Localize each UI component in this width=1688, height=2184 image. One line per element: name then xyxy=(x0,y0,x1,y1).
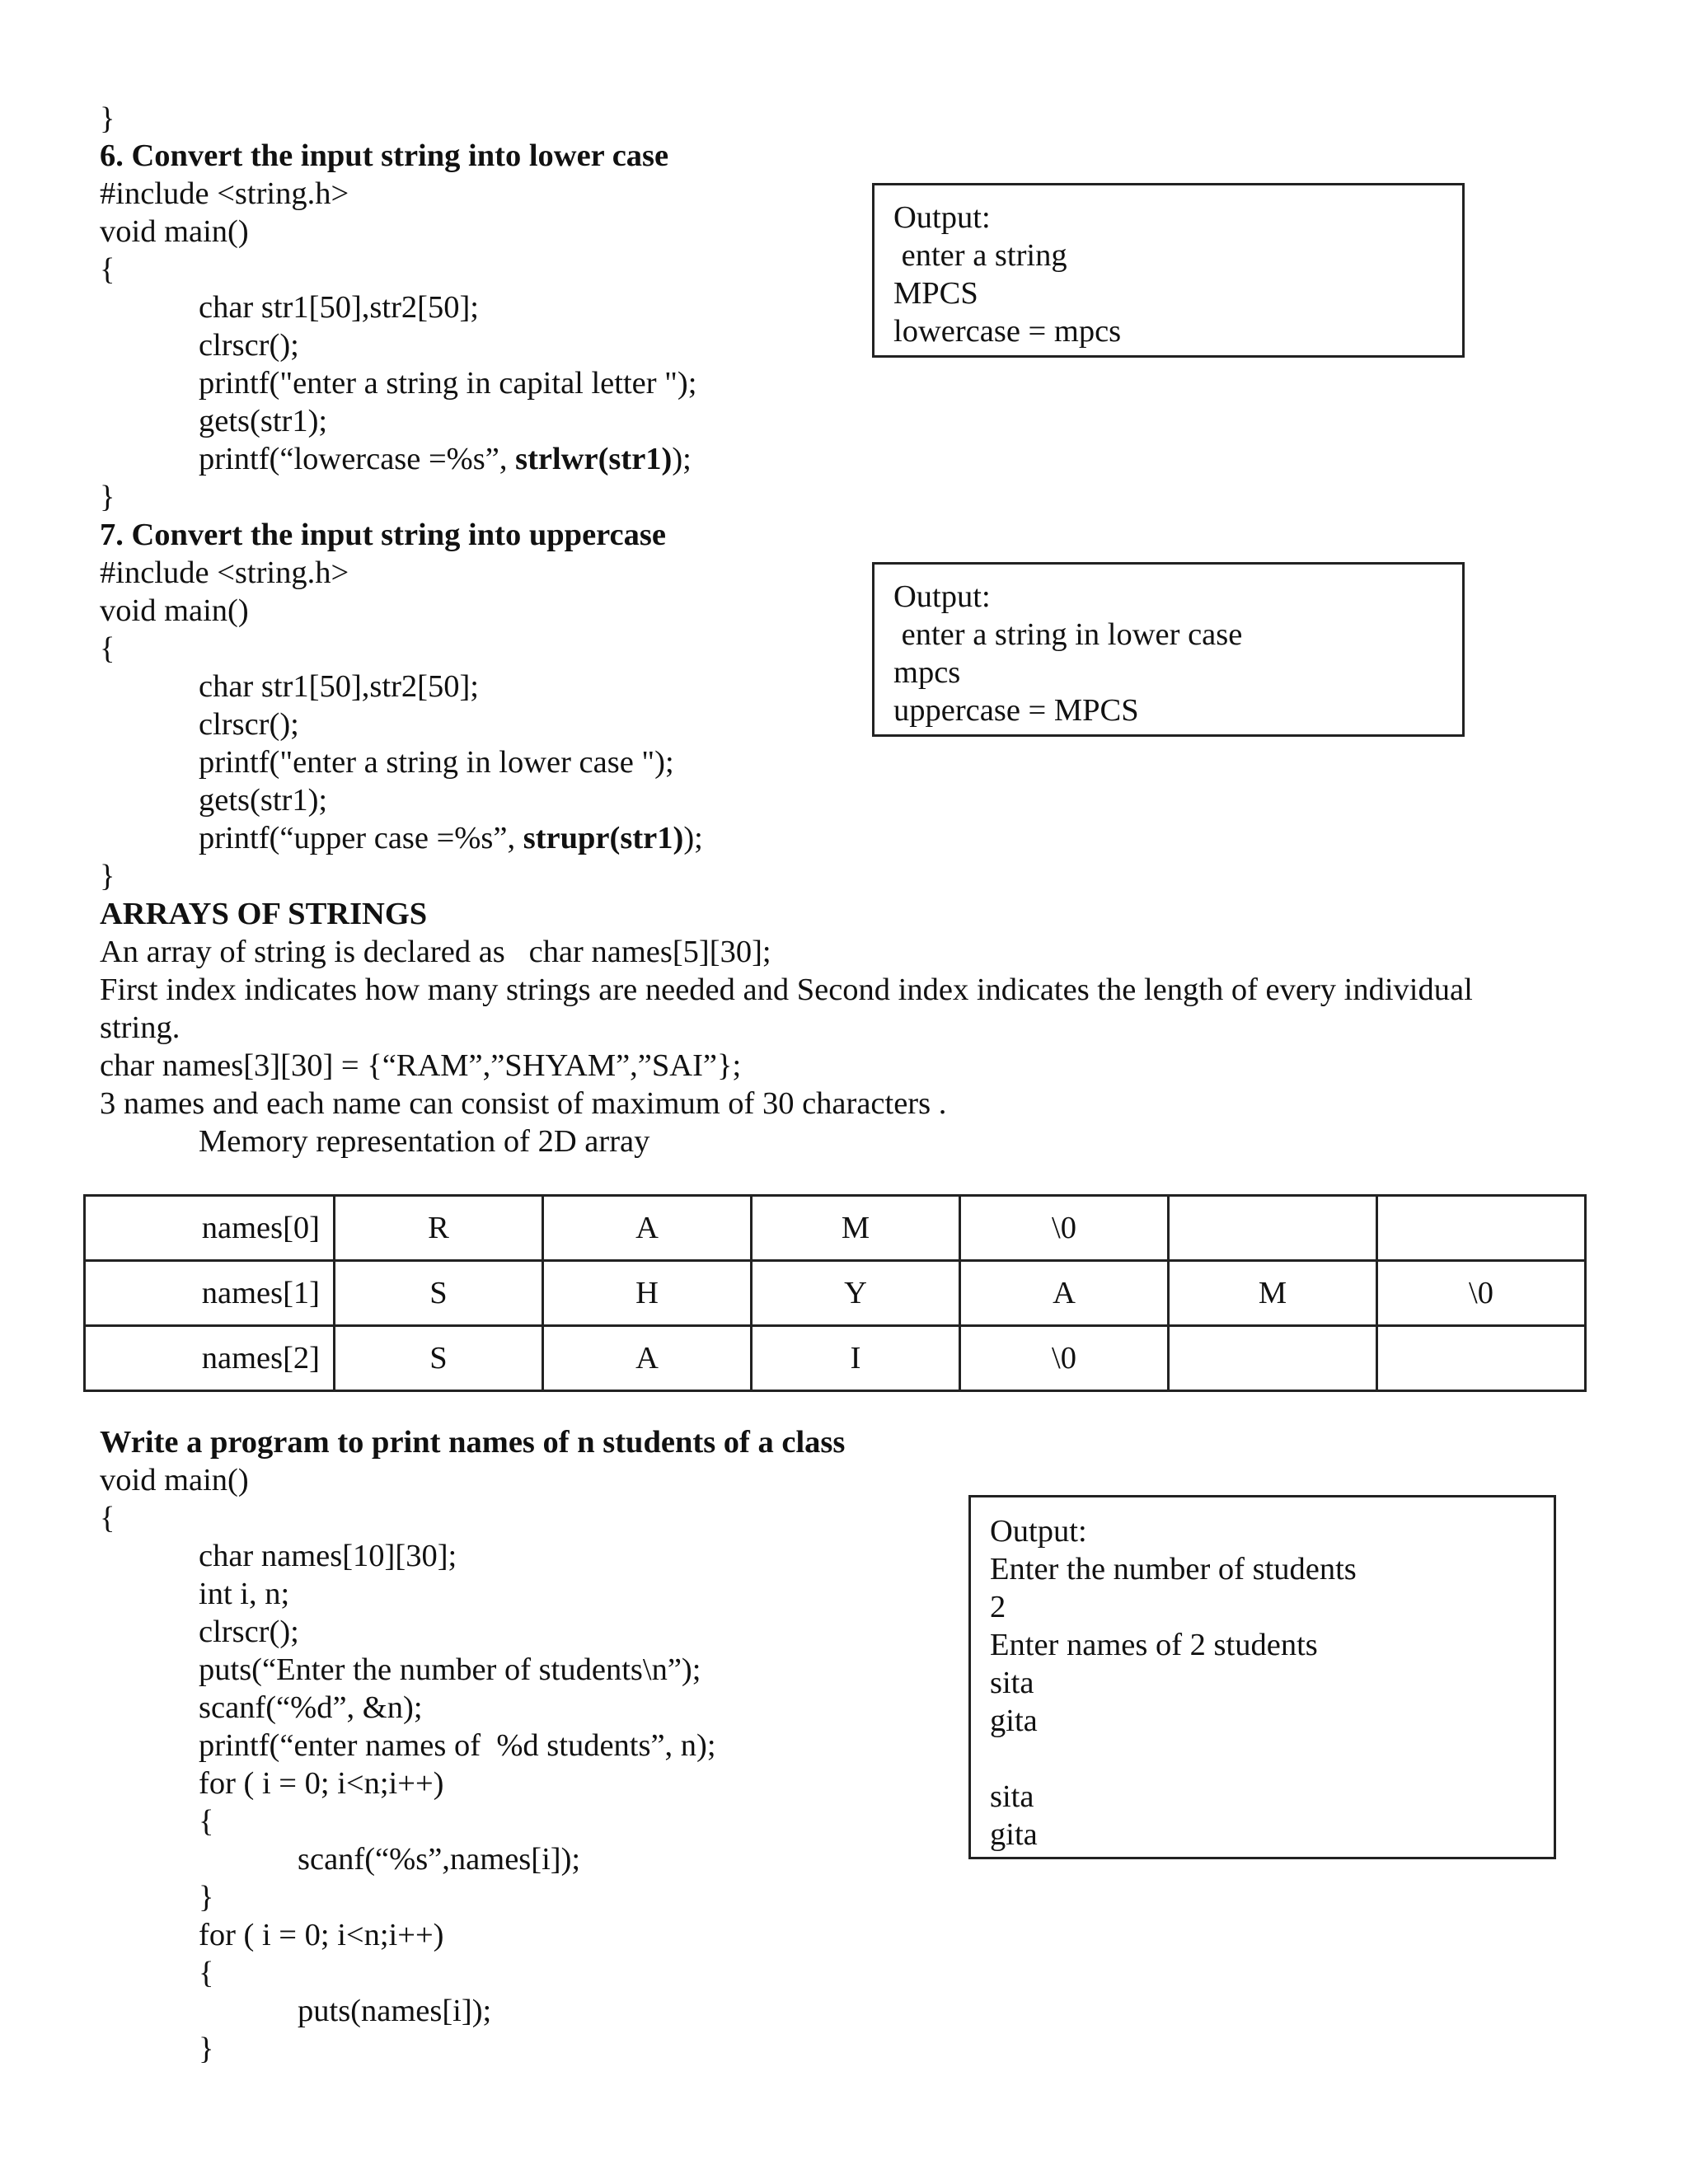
table-cell: names[2] xyxy=(85,1326,335,1391)
code-line: } xyxy=(100,480,115,514)
code-line: { xyxy=(100,252,115,287)
code-line: scanf(“%s”,names[i]); xyxy=(298,1842,581,1877)
code-function-bold: strlwr(str1) xyxy=(515,442,673,476)
code-line: { xyxy=(100,1501,115,1535)
memory-table xyxy=(83,1194,1587,1392)
output-line: Output: xyxy=(990,1514,1087,1549)
table-caption: Memory representation of 2D array xyxy=(199,1124,650,1159)
code-line: puts(names[i]); xyxy=(298,1994,492,2028)
table-cell: names[1] xyxy=(85,1261,335,1326)
table-cell: S xyxy=(335,1326,543,1391)
output-line: gita xyxy=(990,1817,1038,1852)
output-box-lowercase xyxy=(872,183,1465,358)
program-title: Write a program to print names of n students of a class xyxy=(100,1425,846,1460)
code-line: } xyxy=(199,1880,214,1915)
code-line: printf(“enter names of %d students”, n); xyxy=(199,1728,716,1763)
table-cell: A xyxy=(960,1261,1169,1326)
output-line: MPCS xyxy=(893,276,978,311)
code-line: int i, n; xyxy=(199,1577,290,1611)
output-line: Output: xyxy=(893,200,991,235)
paragraph-line: An array of string is declared as char names[5][30]; xyxy=(100,935,771,969)
table-cell xyxy=(1377,1326,1586,1391)
output-line: sita xyxy=(990,1779,1034,1814)
output-line: mpcs xyxy=(893,655,961,690)
code-line: { xyxy=(199,1804,214,1839)
code-line: #include <string.h> xyxy=(100,176,349,211)
code-line: printf("enter a string in capital letter "); xyxy=(199,366,697,401)
code-line: } xyxy=(199,2032,214,2066)
output-box-uppercase xyxy=(872,562,1465,737)
table-cell: M xyxy=(752,1196,960,1261)
table-row xyxy=(85,1261,1586,1326)
table-cell: R xyxy=(335,1196,543,1261)
code-line: { xyxy=(100,631,115,666)
table-cell: S xyxy=(335,1261,543,1326)
output-line: gita xyxy=(990,1704,1038,1738)
code-text: printf(“lowercase =%s”, xyxy=(199,442,516,476)
paragraph-line: string. xyxy=(100,1010,181,1045)
code-line: { xyxy=(199,1956,214,1990)
table-cell: Y xyxy=(752,1261,960,1326)
code-line: clrscr(); xyxy=(199,328,299,363)
code-line: void main() xyxy=(100,1463,249,1497)
table-cell: A xyxy=(543,1326,752,1391)
code-line: puts(“Enter the number of students\n”); xyxy=(199,1652,701,1687)
output-line: 2 xyxy=(990,1590,1006,1624)
table-cell: \0 xyxy=(960,1196,1169,1261)
table-cell: \0 xyxy=(960,1326,1169,1391)
code-line: clrscr(); xyxy=(199,1615,299,1649)
section-7-title: 7. Convert the input string into uppercase xyxy=(100,518,666,552)
table-cell: names[0] xyxy=(85,1196,335,1261)
table-cell: I xyxy=(752,1326,960,1391)
table-cell xyxy=(1169,1326,1377,1391)
output-line: sita xyxy=(990,1666,1034,1700)
paragraph-line: First index indicates how many strings are needed and Second index indicates the length of every individual xyxy=(100,972,1473,1007)
closing-brace: } xyxy=(100,101,115,136)
code-function-bold: strupr(str1) xyxy=(523,821,684,855)
code-line-printf xyxy=(199,443,692,476)
output-line: enter a string in lower case xyxy=(893,617,1243,652)
code-line: scanf(“%d”, &n); xyxy=(199,1690,423,1725)
code-line: for ( i = 0; i<n;i++) xyxy=(199,1918,444,1952)
table-cell: H xyxy=(543,1261,752,1326)
table-cell: M xyxy=(1169,1261,1377,1326)
output-line: uppercase = MPCS xyxy=(893,693,1139,728)
code-line: gets(str1); xyxy=(199,404,328,438)
code-line: } xyxy=(100,859,115,893)
code-line: char str1[50],str2[50]; xyxy=(199,669,479,704)
output-line: enter a string xyxy=(893,238,1067,273)
code-line: gets(str1); xyxy=(199,783,328,818)
output-line: Output: xyxy=(893,579,991,614)
table-row xyxy=(85,1326,1586,1391)
table-cell xyxy=(1377,1196,1586,1261)
code-line-printf xyxy=(199,823,703,855)
output-line: Enter names of 2 students xyxy=(990,1628,1318,1662)
table-row xyxy=(85,1196,1586,1261)
paragraph-line: 3 names and each name can consist of maximum of 30 characters . xyxy=(100,1086,947,1121)
section-6-title: 6. Convert the input string into lower case xyxy=(100,138,669,173)
code-line: void main() xyxy=(100,214,249,249)
output-line: lowercase = mpcs xyxy=(893,314,1122,349)
table-cell xyxy=(1169,1196,1377,1261)
code-line: for ( i = 0; i<n;i++) xyxy=(199,1766,444,1801)
code-text: ); xyxy=(672,442,692,476)
table-cell: \0 xyxy=(1377,1261,1586,1326)
code-line: void main() xyxy=(100,593,249,628)
code-line: printf("enter a string in lower case "); xyxy=(199,745,674,780)
code-line: clrscr(); xyxy=(199,707,299,742)
table-cell: A xyxy=(543,1196,752,1261)
code-line: char names[10][30]; xyxy=(199,1539,457,1573)
output-line: Enter the number of students xyxy=(990,1552,1357,1586)
code-line: #include <string.h> xyxy=(100,555,349,590)
arrays-heading: ARRAYS OF STRINGS xyxy=(100,897,428,931)
code-text: ); xyxy=(683,821,703,855)
code-text: printf(“upper case =%s”, xyxy=(199,821,523,855)
code-line: char str1[50],str2[50]; xyxy=(199,290,479,325)
paragraph-line: char names[3][30] = {“RAM”,”SHYAM”,”SAI”}; xyxy=(100,1048,742,1083)
output-box-students xyxy=(968,1495,1556,1859)
